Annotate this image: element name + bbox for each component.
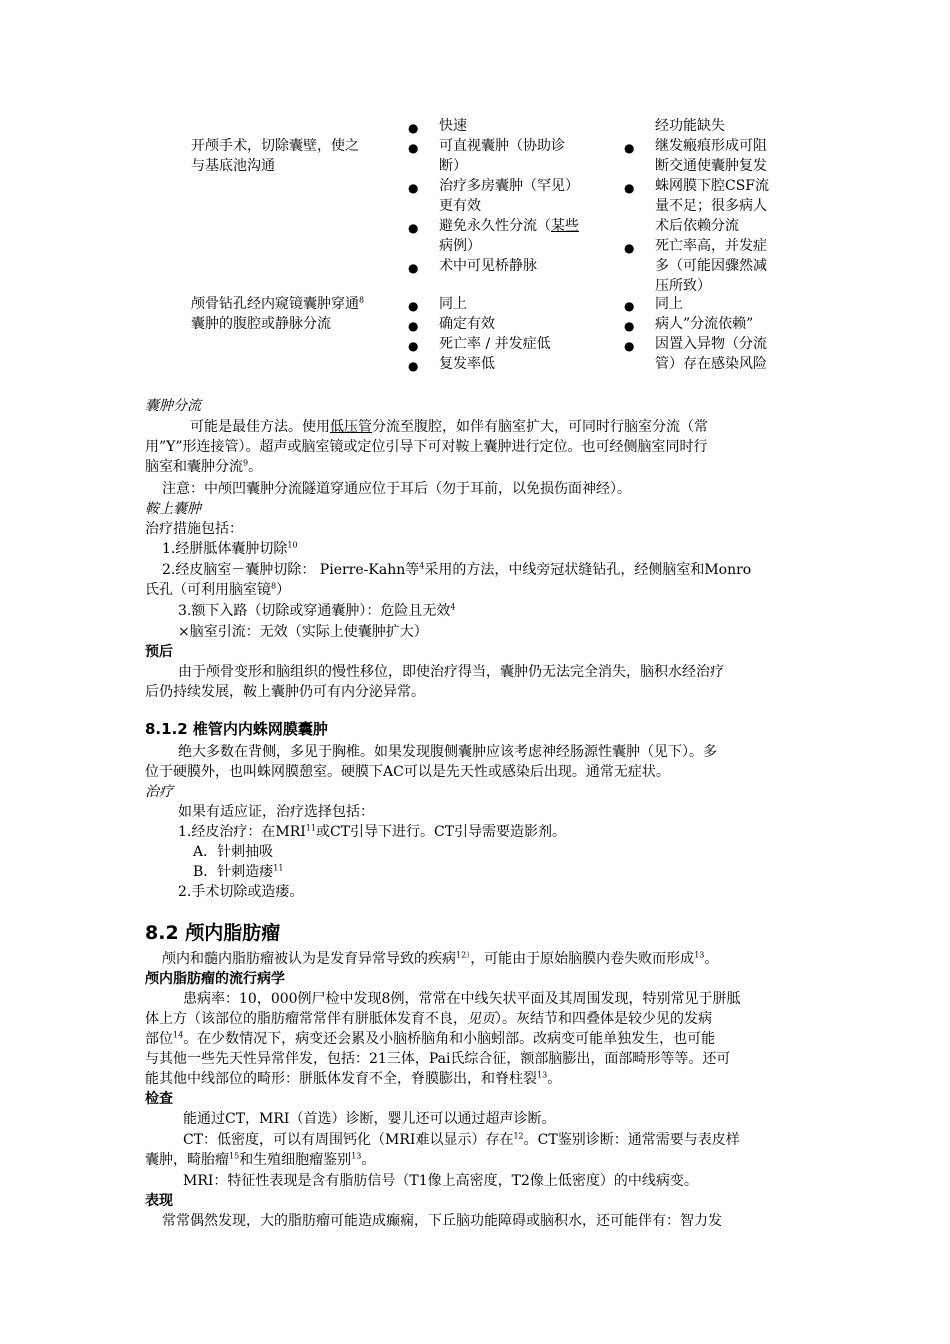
con-item: 继发瘢痕形成可阻 xyxy=(655,138,767,154)
pro-item: 同上 xyxy=(439,296,467,312)
list-item: 2.经皮脑室－囊肿切除： Pierre-Kahn等$^4$采用的方法，中线旁冠状缝钻孔，经侧脑室和Monro xyxy=(162,561,752,578)
bullet-icon: ● xyxy=(408,299,419,313)
pro-item: 可直视囊肿（协助诊 xyxy=(439,138,565,154)
con-item-cont: 断交通使囊肿复发 xyxy=(655,158,767,174)
heading-examination: 检查 xyxy=(145,1091,173,1107)
subheading-cyst-shunt: 囊肿分流 xyxy=(145,398,201,414)
list-subitem: B．针刺造瘘$^{11}$ xyxy=(193,863,284,880)
bullet-icon: ● xyxy=(408,359,419,373)
subheading-treatment: 治疗 xyxy=(145,784,173,800)
con-item-cont: 术后依赖分流 xyxy=(655,218,739,234)
bullet-icon: ● xyxy=(624,181,635,195)
paragraph: 由于颅骨变形和脑组织的慢性移位，即使治疗得当，囊肿仍无法完全消失，脑积水经治疗 xyxy=(178,664,724,680)
bullet-icon: ● xyxy=(408,121,419,135)
paragraph-cont: 后仍持续发展，鞍上囊肿仍可有内分泌异常。 xyxy=(145,684,425,700)
paragraph-cont: 部位$^{14}$。在少数情况下，病变还会累及小脑桥脑角和小脑蚓部。改病变可能单独发生，也可能 xyxy=(145,1030,716,1047)
list-item: 2.手术切除或造瘘。 xyxy=(178,884,304,900)
section-heading-spinal-cyst: 8.1.2 椎管内内蛛网膜囊肿 xyxy=(145,720,328,738)
bullet-icon: ● xyxy=(624,241,635,255)
con-item-cont: 量不足；很多病人 xyxy=(655,198,767,214)
heading-presentation: 表现 xyxy=(145,1193,173,1209)
paragraph: 绝大多数在背侧，多见于胸椎。如果发现腹侧囊肿应该考虑神经肠源性囊肿（见下）。多 xyxy=(178,744,717,760)
paragraph: 能通过CT，MRI（首选）诊断，婴儿还可以通过超声诊断。 xyxy=(183,1111,556,1127)
con-item-cont: 管）存在感染风险 xyxy=(655,356,767,372)
pro-item-cont: 病例） xyxy=(439,238,481,254)
list-item: 1.经胼胝体囊肿切除$^{10}$ xyxy=(162,540,298,557)
paragraph: 常常偶然发现，大的脂肪瘤可能造成癫痫，下丘脑功能障碍或脑积水，还可能伴有：智力发 xyxy=(162,1213,722,1229)
bullet-icon: ● xyxy=(624,141,635,155)
bullet-icon: ● xyxy=(624,319,635,333)
con-item: 因置入异物（分流 xyxy=(655,336,767,352)
paragraph-cont: 能其他中线部位的畸形：胼胝体发育不全，脊膜膨出，和脊柱裂$^{13}$。 xyxy=(145,1070,562,1087)
pro-item-cont: 断） xyxy=(439,158,467,174)
method-craniotomy: 开颅手术，切除囊壁，使之 xyxy=(191,138,359,154)
note: 注意：中颅凹囊肿分流隧道穿通应位于耳后（勿于耳前，以免损伤面神经）。 xyxy=(162,481,631,497)
pro-item: 避免永久性分流（某些 xyxy=(439,218,579,234)
bullet-icon: ● xyxy=(624,339,635,353)
method-shunt: 囊肿的腹腔或静脉分流 xyxy=(191,316,331,332)
paragraph: CT：低密度，可以有周围钙化（MRI难以显示）存在$^{12}$。CT鉴别诊断：通常需要与表皮样 xyxy=(183,1131,740,1148)
paragraph-cont: 囊肿，畸胎瘤$^{15}$和生殖细胞瘤鉴别$^{13}$。 xyxy=(145,1151,376,1168)
paragraph: MRI：特征性表现是含有脂肪信号（T1像上高密度，T2像上低密度）的中线病变。 xyxy=(183,1173,698,1189)
pro-item: 复发率低 xyxy=(439,356,495,372)
method-endoscopic: 颅骨钻孔经内窥镜囊肿穿通$^8$ xyxy=(191,295,365,312)
con-item: 同上 xyxy=(655,296,683,312)
subheading-suprasellar: 鞍上囊肿 xyxy=(145,501,201,517)
heading-prognosis: 预后 xyxy=(145,644,173,660)
bullet-icon: ● xyxy=(408,221,419,235)
heading-epidemiology: 颅内脂肪瘤的流行病学 xyxy=(145,971,285,987)
paragraph: 患病率：10，000例尸检中发现8例，常常在中线矢状平面及其周围发现，特别常见于胼胝 xyxy=(183,991,741,1007)
con-item: 死亡率高，并发症 xyxy=(655,238,767,254)
pro-item: 死亡率 / 并发症低 xyxy=(439,336,551,352)
con-item-cont: 经功能缺失 xyxy=(655,118,725,134)
bullet-icon: ● xyxy=(408,261,419,275)
list-intro: 治疗措施包括： xyxy=(145,521,243,537)
con-item-cont: 多（可能因骤然减 xyxy=(655,258,767,274)
paragraph-cont: 位于硬膜外，也叫蛛网膜憩室。硬膜下AC可以是先天性或感染后出现。通常无症状。 xyxy=(145,764,670,780)
bullet-icon: ● xyxy=(408,339,419,353)
paragraph-cont: 用”Y”形连接管）。超声或脑室镜或定位引导下可对鞍上囊肿进行定位。也可经侧脑室同时行 xyxy=(145,439,708,455)
paragraph: 可能是最佳方法。使用低压管分流至腹腔，如伴有脑室扩大，可同时行脑室分流（常 xyxy=(190,419,708,435)
pro-item-cont: 更有效 xyxy=(439,198,481,214)
paragraph-cont: 脑室和囊肿分流$^9$。 xyxy=(145,458,263,475)
list-item: ×脑室引流：无效（实际上使囊肿扩大） xyxy=(178,624,428,640)
con-item: 蛛网膜下腔CSF流 xyxy=(655,178,770,194)
section-heading-lipoma: 8.2 颅内脂肪瘤 xyxy=(145,922,281,944)
pro-item: 术中可见桥静脉 xyxy=(439,258,537,274)
list-intro: 如果有适应证，治疗选择包括： xyxy=(178,804,374,820)
pro-item: 确定有效 xyxy=(439,316,495,332)
bullet-icon: ● xyxy=(408,319,419,333)
method-craniotomy-cont: 与基底池沟通 xyxy=(191,158,275,174)
paragraph: 颅内和髓内脂肪瘤被认为是发育异常导致的疾病$^{12)}$，可能由于原始脑膜内卷失败而形成$^{13}$。 xyxy=(162,950,719,967)
paragraph-cont: 体上方（该部位的脂肪瘤常常伴有胼胝体发育不良，见页）。灰结节和四叠体是较少见的发病 xyxy=(145,1011,712,1027)
con-item: 病人”分流依赖” xyxy=(655,316,754,332)
bullet-icon: ● xyxy=(624,299,635,313)
list-subitem: A．针刺抽吸 xyxy=(193,844,274,860)
bullet-icon: ● xyxy=(408,181,419,195)
list-item: 1.经皮治疗：在MRI$^{11}$或CT引导下进行。CT引导需要造影剂。 xyxy=(178,823,567,840)
bullet-icon: ● xyxy=(408,141,419,155)
pro-item: 治疗多房囊肿（罕见） xyxy=(439,178,579,194)
pro-item: 快速 xyxy=(439,118,467,134)
list-item: 3.额下入路（切除或穿通囊肿）：危险且无效$^4$ xyxy=(178,602,456,619)
paragraph-cont: 与其他一些先天性异常伴发，包括：21三体，Pai氏综合征，额部脑膨出，面部畸形等等。还可 xyxy=(145,1051,731,1067)
list-item-cont: 氏孔（可利用脑室镜$^8$） xyxy=(145,581,291,598)
con-item-cont: 压所致） xyxy=(655,278,711,294)
